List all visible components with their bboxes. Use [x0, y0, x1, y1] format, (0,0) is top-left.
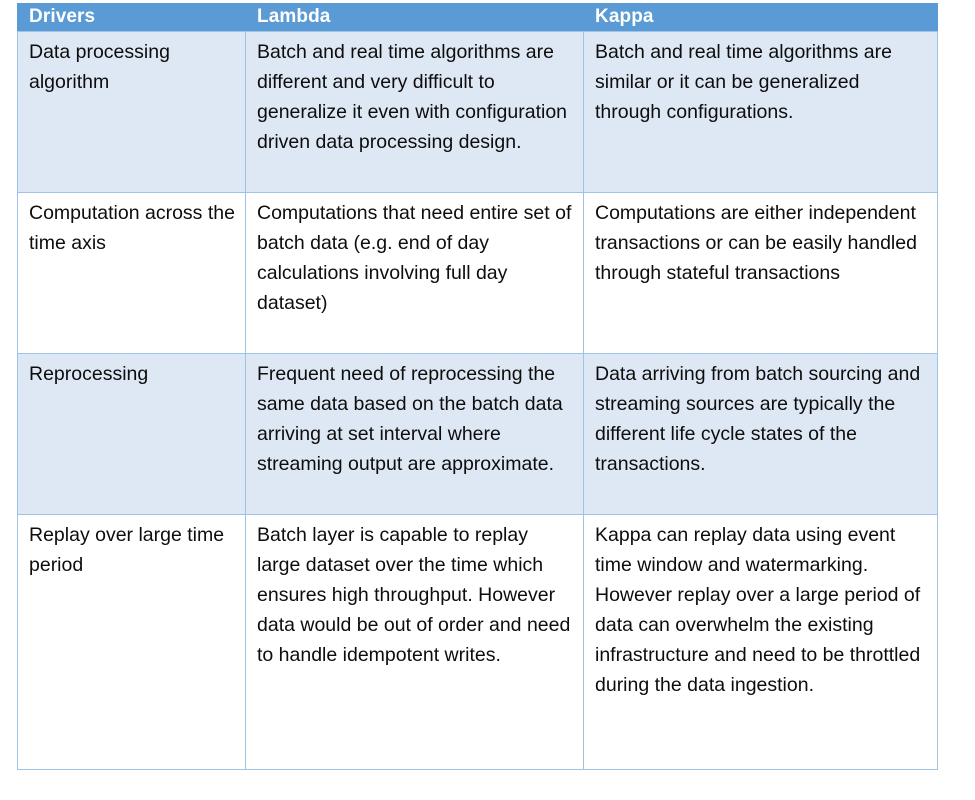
cell-drivers	[18, 32, 246, 193]
table-row	[18, 32, 938, 193]
lambda-kappa-comparison-table	[17, 3, 938, 770]
cell-text-kappa: Kappa can replay data using event time window and watermarking. However replay over a large period of data can overwhelm the existing infrastructure and need to be throttled during the data ingestion.	[595, 524, 921, 696]
cell-text-lambda: Batch and real time algorithms are different and very difficult to generalize it even with configuration driven data processing design.	[257, 41, 568, 153]
cell-drivers	[18, 354, 246, 515]
cell-kappa	[584, 515, 938, 770]
cell-drivers	[18, 193, 246, 354]
table-body	[18, 32, 938, 770]
cell-kappa	[584, 354, 938, 515]
cell-kappa	[584, 32, 938, 193]
cell-text-drivers: Data processing algorithm	[29, 41, 170, 93]
cell-kappa	[584, 193, 938, 354]
cell-text-lambda: Batch layer is capable to replay large dataset over the time which ensures high throughput. However data would be out of order and need to handle idempotent writes.	[257, 524, 571, 666]
cell-text-lambda: Computations that need entire set of batch data (e.g. end of day calculations involving full day dataset)	[257, 202, 572, 314]
cell-lambda	[246, 515, 584, 770]
cell-text-kappa: Data arriving from batch sourcing and streaming sources are typically the different life cycle states of the transactions.	[595, 363, 921, 475]
cell-text-kappa: Computations are either independent transactions or can be easily handled through stateful transactions	[595, 202, 917, 284]
cell-lambda	[246, 32, 584, 193]
table-header	[18, 4, 938, 32]
cell-text-drivers: Replay over large time period	[29, 524, 225, 576]
cell-text-drivers: Reprocessing	[29, 363, 149, 385]
table-row	[18, 515, 938, 770]
table-row	[18, 354, 938, 515]
cell-lambda	[246, 354, 584, 515]
cell-drivers	[18, 515, 246, 770]
cell-text-drivers: Computation across the time axis	[29, 202, 235, 254]
table-row	[18, 193, 938, 354]
cell-lambda	[246, 193, 584, 354]
cell-text-lambda: Frequent need of reprocessing the same data based on the batch data arriving at set interval where streaming output are approximate.	[257, 363, 563, 475]
column-header-drivers: Drivers	[18, 4, 246, 32]
column-header-kappa: Kappa	[584, 4, 938, 32]
table-header-row	[18, 4, 938, 32]
cell-text-kappa: Batch and real time algorithms are similar or it can be generalized through configurations.	[595, 41, 892, 123]
column-header-lambda: Lambda	[246, 4, 584, 32]
